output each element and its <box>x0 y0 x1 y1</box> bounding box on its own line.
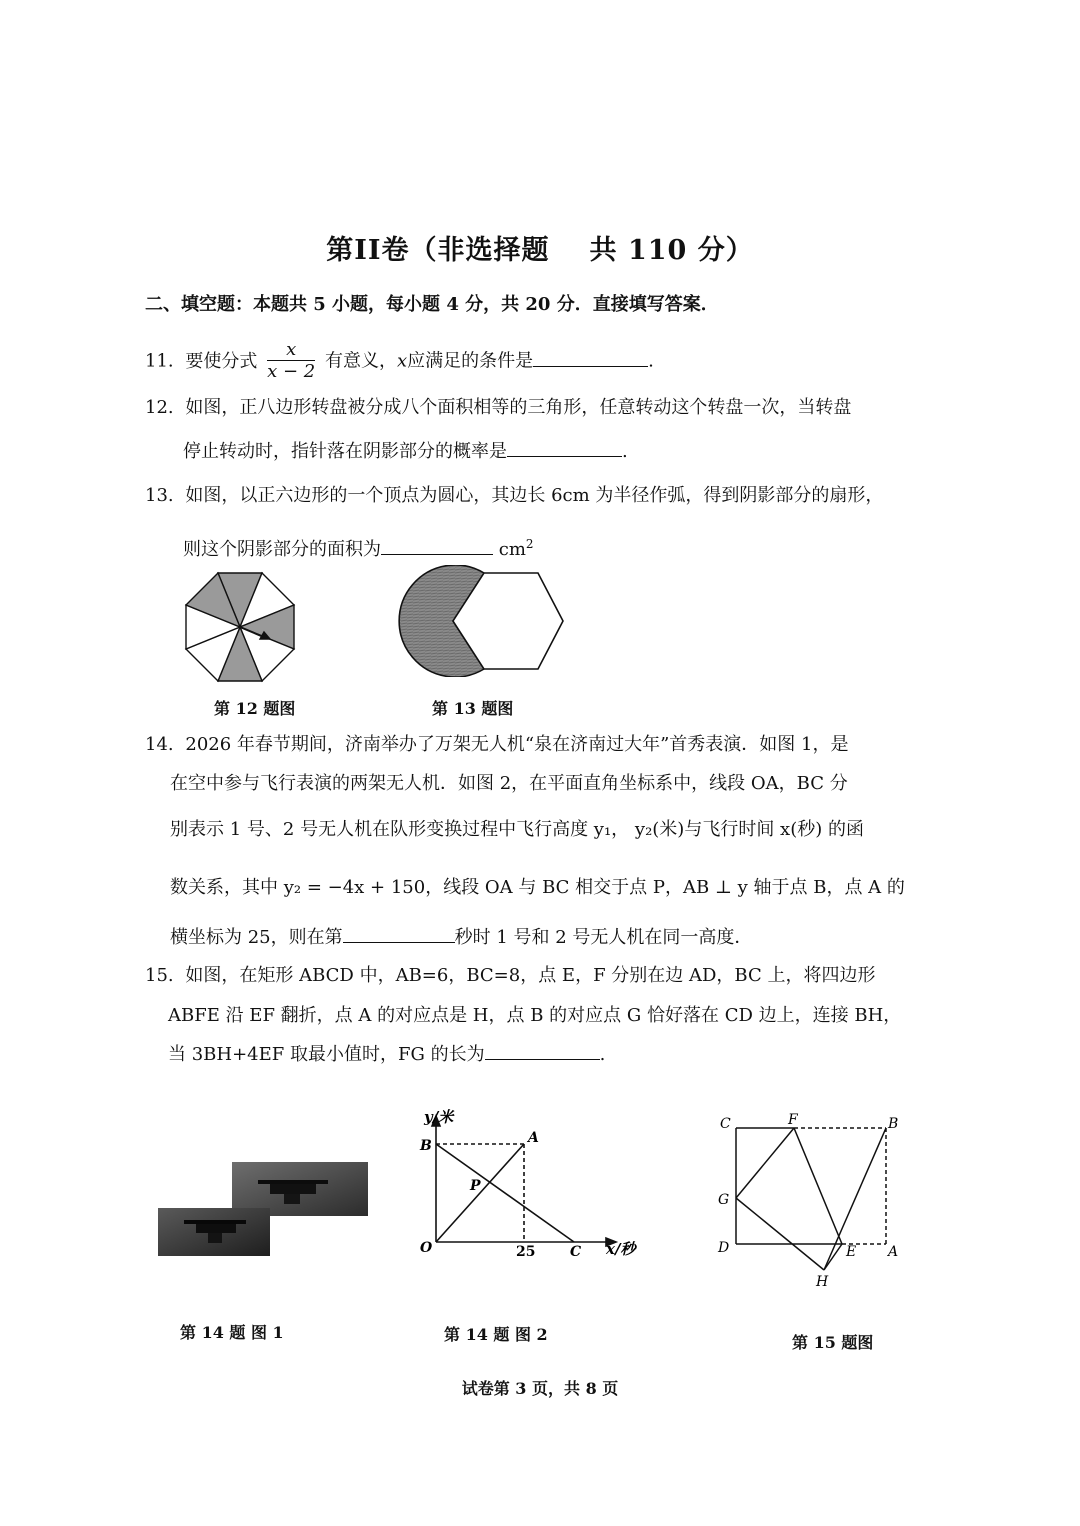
q12-answer-blank[interactable] <box>507 456 622 457</box>
q15-line1: 如图，在矩形 ABCD 中，AB=6，BC=8，点 E，F 分别在边 AD，BC 上，将四边形 <box>185 965 876 986</box>
q11-answer-blank[interactable] <box>533 366 648 367</box>
figure-13-hexagon-sector <box>395 565 567 677</box>
section-heading: 二、填空题：本题共 5 小题，每小题 4 分，共 20 分．直接填写答案． <box>145 294 719 315</box>
q13-unit: cm <box>498 539 526 560</box>
q11-post2: 应满足的条件是 <box>407 350 534 372</box>
figure-14-2-graph <box>410 1108 650 1268</box>
question-14 <box>145 733 848 757</box>
q13-answer-blank[interactable] <box>381 554 493 555</box>
figure-14-2-caption: 第 14 题 图 2 <box>444 1325 548 1344</box>
segment-FG <box>736 1128 794 1198</box>
q15-line2: ABFE 沿 EF 翻折，点 A 的对应点是 H，点 B 的对应点 G 恰好落在 CD 边上，连接 BH， <box>168 1005 902 1026</box>
question-13 <box>145 484 883 508</box>
q12-number: 12. <box>145 397 174 418</box>
question-12-line2 <box>183 440 628 464</box>
label-G: G <box>718 1192 730 1208</box>
figure-13-caption: 第 13 题图 <box>432 699 514 718</box>
title-main: 第II卷（非选择题 <box>326 235 550 266</box>
q14-line1: 2026 年春节期间，济南举办了万架无人机“泉在济南过大年”首秀表演．如图 1，是 <box>185 734 849 755</box>
question-13-line2 <box>183 532 534 562</box>
q14-number: 14. <box>145 734 174 755</box>
drone-photo-2 <box>232 1162 368 1216</box>
label-E: E <box>846 1244 857 1260</box>
question-15 <box>145 964 876 988</box>
q14-line2: 在空中参与飞行表演的两架无人机．如图 2，在平面直角坐标系中，线段 OA，BC 分 <box>170 773 848 794</box>
label-origin: O <box>420 1240 433 1256</box>
q11-post: 有意义， <box>324 350 397 372</box>
q12-line2: 停止转动时，指针落在阴影部分的概率是 <box>183 441 507 462</box>
tick-label-25: 25 <box>516 1244 536 1260</box>
q15-number: 15. <box>145 965 174 986</box>
q11-denominator: x − 2 <box>267 361 316 382</box>
q12-line1: 如图，正八边形转盘被分成八个面积相等的三角形，任意转动这个转盘一次，当转盘 <box>185 397 852 418</box>
q11-number: 11. <box>145 350 174 372</box>
label-point-P: P <box>470 1178 481 1194</box>
q12-end: . <box>622 441 628 462</box>
label-H: H <box>816 1274 829 1290</box>
figure-15-caption: 第 15 题图 <box>792 1333 874 1352</box>
q14-line5-post: 秒时 1 号和 2 号无人机在同一高度． <box>454 927 753 948</box>
q13-line2: 则这个阴影部分的面积为 <box>183 539 381 560</box>
segment-FE <box>794 1128 842 1244</box>
q15-line3-pre: 当 3BH+4EF 取最小值时，FG 的长为 <box>168 1044 485 1065</box>
q14-answer-blank[interactable] <box>343 942 455 943</box>
q13-unit-sup: 2 <box>525 537 534 551</box>
q11-var: x <box>396 350 408 372</box>
question-14-line5 <box>170 926 752 950</box>
question-12 <box>145 396 851 420</box>
figure-12-caption: 第 12 题图 <box>214 699 296 718</box>
q14-line3: 别表示 1 号、2 号无人机在队形变换过程中飞行高度 y₁， y₂(米)与飞行时间 x(秒) 的函 <box>170 819 864 840</box>
label-point-A: A <box>528 1130 539 1146</box>
x-axis-label: x/秒 <box>606 1240 636 1258</box>
q11-fraction <box>267 340 315 383</box>
figure-14-1-caption: 第 14 题 图 1 <box>180 1323 284 1342</box>
figure-14-1-drone-photos <box>158 1162 370 1258</box>
q13-number: 13. <box>145 485 174 506</box>
label-D: D <box>718 1240 730 1256</box>
label-point-B: B <box>420 1138 432 1154</box>
q15-answer-blank[interactable] <box>485 1059 600 1060</box>
q13-line1: 如图，以正六边形的一个顶点为圆心，其边长 6cm 为半径作弧，得到阴影部分的扇形， <box>185 485 884 506</box>
drone-photo-1 <box>158 1208 270 1256</box>
label-F: F <box>788 1112 798 1128</box>
label-point-C: C <box>570 1244 582 1260</box>
figure-12-octagon <box>178 565 302 689</box>
q14-line4: 数关系，其中 y₂ = −4x + 150，线段 OA 与 BC 相交于点 P，AB ⊥ y 轴于点 B，点 A 的 <box>170 877 905 898</box>
title-score: 共 110 分） <box>589 235 754 266</box>
section-title <box>0 228 1080 267</box>
y-axis-label: y/米 <box>424 1108 454 1126</box>
label-C: C <box>720 1116 731 1132</box>
label-B: B <box>888 1116 899 1132</box>
q11-pre: 要使分式 <box>185 350 258 372</box>
question-15-line3 <box>168 1043 605 1067</box>
figure-15-rectangle-fold <box>712 1110 912 1290</box>
label-A: A <box>888 1244 899 1260</box>
q14-line5-pre: 横坐标为 25，则在第 <box>170 927 343 948</box>
question-11 <box>145 340 654 383</box>
q11-end: . <box>648 350 654 372</box>
q11-numerator: x <box>267 340 315 361</box>
page-footer: 试卷第 3 页，共 8 页 <box>461 1379 619 1398</box>
q15-end: . <box>599 1044 606 1065</box>
segment-BC <box>436 1144 574 1242</box>
segment-GH <box>736 1198 824 1270</box>
